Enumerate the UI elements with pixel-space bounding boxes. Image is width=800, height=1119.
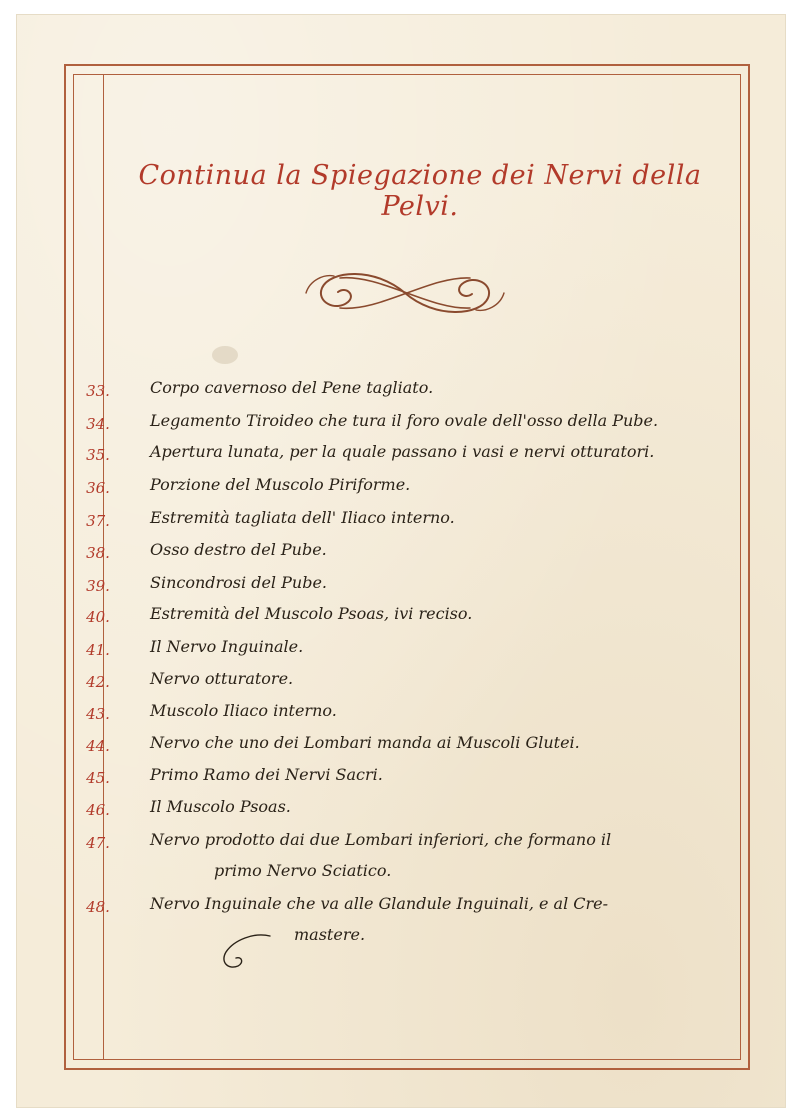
entry-text: Nervo Inguinale che va alle Glandule Inguinali, e al Cre- [150, 894, 609, 913]
entry-number: 40. [86, 608, 110, 626]
entry-number: 48. [86, 898, 110, 916]
entry-number: 34. [86, 415, 110, 433]
entry-number: 43. [86, 705, 110, 723]
entry-number: 42. [86, 673, 110, 691]
entry-text: Nervo otturatore. [150, 669, 294, 688]
entry-text: Nervo che uno dei Lombari manda ai Muscoli Glutei. [150, 733, 580, 752]
entry-text: Estremità tagliata dell' Iliaco interno. [150, 508, 455, 527]
entry-text: Porzione del Muscolo Piriforme. [150, 475, 411, 494]
paper-stain [212, 346, 238, 364]
entry-text-continued: mastere. [294, 925, 366, 944]
entry-number: 45. [86, 769, 110, 787]
entry-number: 33. [86, 382, 110, 400]
entry-text: Osso destro del Pube. [150, 540, 327, 559]
ornamental-flourish [300, 262, 510, 324]
entry-number: 41. [86, 641, 110, 659]
entry-number: 36. [86, 479, 110, 497]
entry-text: Il Nervo Inguinale. [150, 637, 304, 656]
entry-text: Nervo prodotto dai due Lombari inferiori, che formano il [150, 830, 612, 849]
entry-number: 35. [86, 446, 110, 464]
entry-text: Apertura lunata, per la quale passano i vasi e nervi otturatori. [150, 442, 655, 461]
entry-number: 38. [86, 544, 110, 562]
entry-text: Corpo cavernoso del Pene tagliato. [150, 378, 434, 397]
entry-number: 44. [86, 737, 110, 755]
page-title: Continua la Spiegazione dei Nervi della Pelvi. [138, 160, 702, 222]
entry-text: Il Muscolo Psoas. [150, 797, 291, 816]
entry-number: 39. [86, 577, 110, 595]
entry-number: 46. [86, 801, 110, 819]
entry-text: Estremità del Muscolo Psoas, ivi reciso. [150, 604, 473, 623]
entry-number: 37. [86, 512, 110, 530]
entry-text: Primo Ramo dei Nervi Sacri. [150, 765, 383, 784]
entry-text: Sincondrosi del Pube. [150, 573, 327, 592]
entry-number: 47. [86, 834, 110, 852]
entry-text: Muscolo Iliaco interno. [150, 701, 337, 720]
entry-text-continued: primo Nervo Sciatico. [214, 861, 392, 880]
entry-text: Legamento Tiroideo che tura il foro ovale dell'osso della Pube. [150, 411, 659, 430]
closing-flourish [214, 930, 274, 974]
